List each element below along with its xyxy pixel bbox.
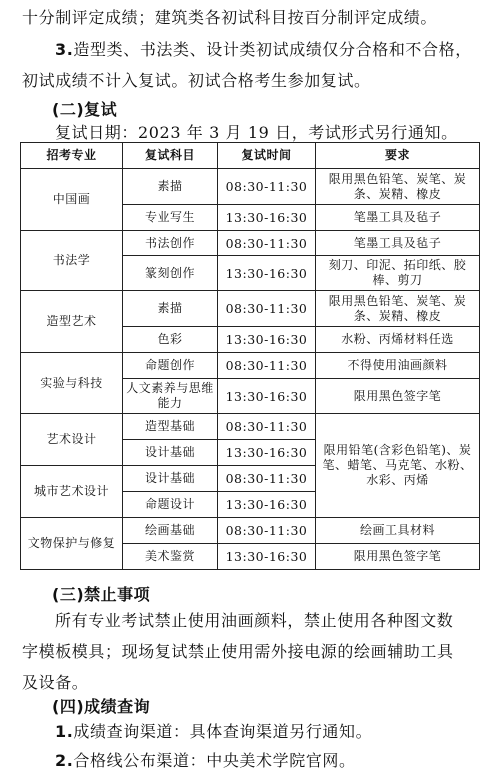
paragraph-text: 合格线公布渠道：中央美术学院官网。 [73, 751, 356, 770]
time-cell: 08:30-11:30 [218, 414, 316, 440]
time-cell: 13:30-16:30 [218, 492, 316, 518]
requirement-cell: 刻刀、印泥、拓印纸、胶棒、剪刀 [316, 256, 480, 291]
table-row [21, 353, 480, 379]
table-row [21, 291, 480, 327]
paragraph-scoring [22, 2, 482, 33]
subject-cell: 素描 [123, 291, 218, 327]
paragraph-text: 所有专业考试禁止使用油画颜料，禁止使用各种图文数 [55, 611, 454, 630]
list-number: 1. [55, 722, 74, 741]
major-cell: 文物保护与修复 [21, 518, 123, 570]
subject-cell: 设计基础 [123, 466, 218, 492]
requirement-cell: 限用黑色铅笔、炭笔、炭条、炭精、橡皮 [316, 291, 480, 327]
subject-cell: 篆刻创作 [123, 256, 218, 291]
requirement-cell: 不得使用油画颜料 [316, 353, 480, 379]
section-heading-retest: (二)复试 [52, 100, 118, 119]
column-header: 复试科目 [123, 143, 218, 169]
subject-cell: 设计基础 [123, 440, 218, 466]
major-cell: 书法学 [21, 231, 123, 291]
paragraph-text: 及设备。 [22, 673, 89, 692]
subject-cell: 命题创作 [123, 353, 218, 379]
subject-cell: 色彩 [123, 327, 218, 353]
prohibited-line-1 [22, 605, 482, 636]
requirement-cell: 限用黑色铅笔、炭笔、炭条、炭精、橡皮 [316, 169, 480, 205]
requirement-cell: 限用黑色签字笔 [316, 544, 480, 570]
table-row [21, 518, 480, 544]
requirement-cell: 绘画工具材料 [316, 518, 480, 544]
paragraph-qualification [22, 34, 482, 65]
time-cell: 13:30-16:30 [218, 440, 316, 466]
subject-cell: 书法创作 [123, 231, 218, 256]
requirement-cell: 限用铅笔(含彩色铅笔)、炭笔、蜡笔、马克笔、水粉、水彩、丙烯 [316, 414, 480, 518]
subject-cell: 绘画基础 [123, 518, 218, 544]
major-cell: 造型艺术 [21, 291, 123, 353]
major-cell: 实验与科技 [21, 353, 123, 414]
requirement-cell: 水粉、丙烯材料任选 [316, 327, 480, 353]
requirement-cell: 笔墨工具及毡子 [316, 205, 480, 231]
paragraph-text: 复试日期：2023 年 3 月 19 日，考试形式另行通知。 [55, 123, 458, 142]
time-cell: 08:30-11:30 [218, 518, 316, 544]
table-row [21, 231, 480, 256]
subject-cell: 造型基础 [123, 414, 218, 440]
column-header: 招考专业 [21, 143, 123, 169]
paragraph-text: 十分制评定成绩；建筑类各初试科目按百分制评定成绩。 [22, 8, 438, 27]
score-query-item-2 [22, 745, 482, 776]
requirement-cell: 笔墨工具及毡子 [316, 231, 480, 256]
paragraph-text: 造型类、书法类、设计类初试成绩仅分合格和不合格， [73, 40, 472, 59]
time-cell: 08:30-11:30 [218, 291, 316, 327]
subject-cell: 人文素养与思维能力 [123, 379, 218, 414]
paragraph-text: 初试成绩不计入复试。初试合格考生参加复试。 [22, 71, 371, 90]
subject-cell: 专业写生 [123, 205, 218, 231]
table-row [21, 414, 480, 440]
list-number: 3. [55, 40, 74, 59]
time-cell: 13:30-16:30 [218, 256, 316, 291]
major-cell: 艺术设计 [21, 414, 123, 466]
table-header-row [21, 143, 480, 169]
column-header: 要求 [316, 143, 480, 169]
paragraph-text: 字模板模具；现场复试禁止使用需外接电源的绘画辅助工具 [22, 642, 454, 661]
major-cell: 中国画 [21, 169, 123, 231]
paragraph-qualification-cont [22, 65, 482, 96]
time-cell: 13:30-16:30 [218, 379, 316, 414]
prohibited-line-2 [22, 636, 482, 667]
time-cell: 13:30-16:30 [218, 327, 316, 353]
major-cell: 城市艺术设计 [21, 466, 123, 518]
time-cell: 13:30-16:30 [218, 205, 316, 231]
score-query-item-1 [22, 716, 482, 747]
time-cell: 08:30-11:30 [218, 231, 316, 256]
time-cell: 08:30-11:30 [218, 169, 316, 205]
section-heading-score-query: (四)成绩查询 [52, 697, 151, 716]
section-heading-prohibited: (三)禁止事项 [52, 585, 151, 604]
requirement-cell: 限用黑色签字笔 [316, 379, 480, 414]
time-cell: 08:30-11:30 [218, 466, 316, 492]
paragraph-text: 成绩查询渠道：具体查询渠道另行通知。 [73, 722, 373, 741]
subject-cell: 命题设计 [123, 492, 218, 518]
list-number: 2. [55, 751, 74, 770]
time-cell: 08:30-11:30 [218, 353, 316, 379]
subject-cell: 素描 [123, 169, 218, 205]
column-header: 复试时间 [218, 143, 316, 169]
time-cell: 13:30-16:30 [218, 544, 316, 570]
table-row [21, 169, 480, 205]
retest-schedule-table [20, 142, 480, 570]
subject-cell: 美术鉴赏 [123, 544, 218, 570]
